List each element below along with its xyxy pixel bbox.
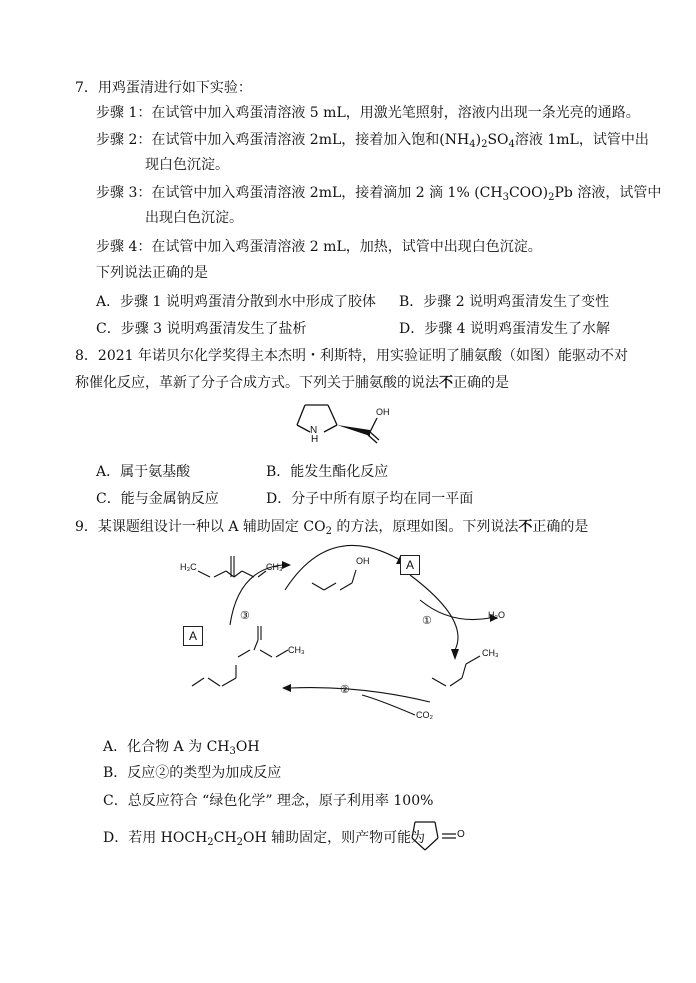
h3c-label: H₃C <box>180 562 197 572</box>
q7-step2-cont: 现白色沉淀。 <box>145 157 229 173</box>
q7-option-b: B．步骤 2 说明鸡蛋清发生了变性 <box>399 294 610 310</box>
carbonyl-o-label: O <box>457 829 465 840</box>
q7-step2: 步骤 2：在试管中加入鸡蛋清溶液 2mL，接着加入饱和$(NH_4)_2SO_4$溶液 1mL，试管中出 <box>96 132 649 150</box>
proline-nh-label: N <box>310 425 318 436</box>
ch3-label-top: CH₃ <box>266 562 283 572</box>
q7-step1: 步骤 1：在试管中加入鸡蛋清溶液 5 mL，用激光笔照射，溶液内出现一条光亮的通路。 <box>96 105 640 121</box>
h2o-label: H₂O <box>488 610 505 620</box>
step-1-marker: ① <box>422 615 432 627</box>
q8-option-b: B．能发生酯化反应 <box>266 464 389 480</box>
q8-line1: 8．2021 年诺贝尔化学奖得主本杰明・利斯特，用实验证明了脯氨酸（如图）能驱动不对 <box>75 348 628 364</box>
q7-option-d: D．步骤 4 说明鸡蛋清发生了水解 <box>399 321 611 337</box>
step-2-marker: ② <box>340 684 350 696</box>
q7-step3-cont: 出现白色沉淀。 <box>145 210 243 226</box>
q9-option-d: D．若用 $HOCH_2CH_2OH$ 辅助固定，则产物可能为 <box>103 830 426 848</box>
q7-option-a: A．步骤 1 说明鸡蛋清分散到水中形成了胶体 <box>96 294 376 310</box>
q8-option-d: D．分子中所有原子均在同一平面 <box>266 491 474 507</box>
q7-ask: 下列说法正确的是 <box>96 265 208 281</box>
q8-line2: 称催化反应，革新了分子合成方式。下列关于脯氨酸的说法不正确的是 <box>75 375 509 391</box>
proline-oh-label: OH <box>376 407 390 417</box>
oh-label-top: OH <box>356 556 370 566</box>
q7-step3: 步骤 3：在试管中加入鸡蛋清溶液 2mL，接着滴加 2 滴 1% $(CH_3COO)_2Pb$ 溶液，试管中 <box>96 185 662 203</box>
q9-line1: 9．某课题组设计一种以 A 辅助固定 $CO_2$ 的方法，原理如图。下列说法不正确的是 <box>75 519 589 537</box>
q9-option-c: C．总反应符合 “绿色化学” 理念，原子利用率 100% <box>103 793 434 809</box>
reagent-a-box-left: A <box>183 626 203 646</box>
q7-stem: 7．用鸡蛋清进行如下实验： <box>75 80 252 96</box>
q9-option-a: A．化合物 A 为 $CH_3OH$ <box>103 739 260 757</box>
co2-label: CO₂ <box>416 710 433 720</box>
q9-option-b: B．反应②的类型为加成反应 <box>103 765 282 781</box>
ch3-label-mid: CH₃ <box>288 645 305 655</box>
ch3-label-right: CH₃ <box>482 648 499 658</box>
q8-option-c: C．能与金属钠反应 <box>96 491 219 507</box>
q7-option-c: C．步骤 3 说明鸡蛋清发生了盐析 <box>96 321 307 337</box>
reagent-a-box-right: A <box>400 555 420 575</box>
proline-h-label: H <box>311 434 319 445</box>
q8-option-a: A．属于氨基酸 <box>96 464 191 480</box>
q7-step4: 步骤 4：在试管中加入鸡蛋清溶液 2 mL，加热，试管中出现白色沉淀。 <box>96 239 542 255</box>
step-3-marker: ③ <box>240 610 250 622</box>
